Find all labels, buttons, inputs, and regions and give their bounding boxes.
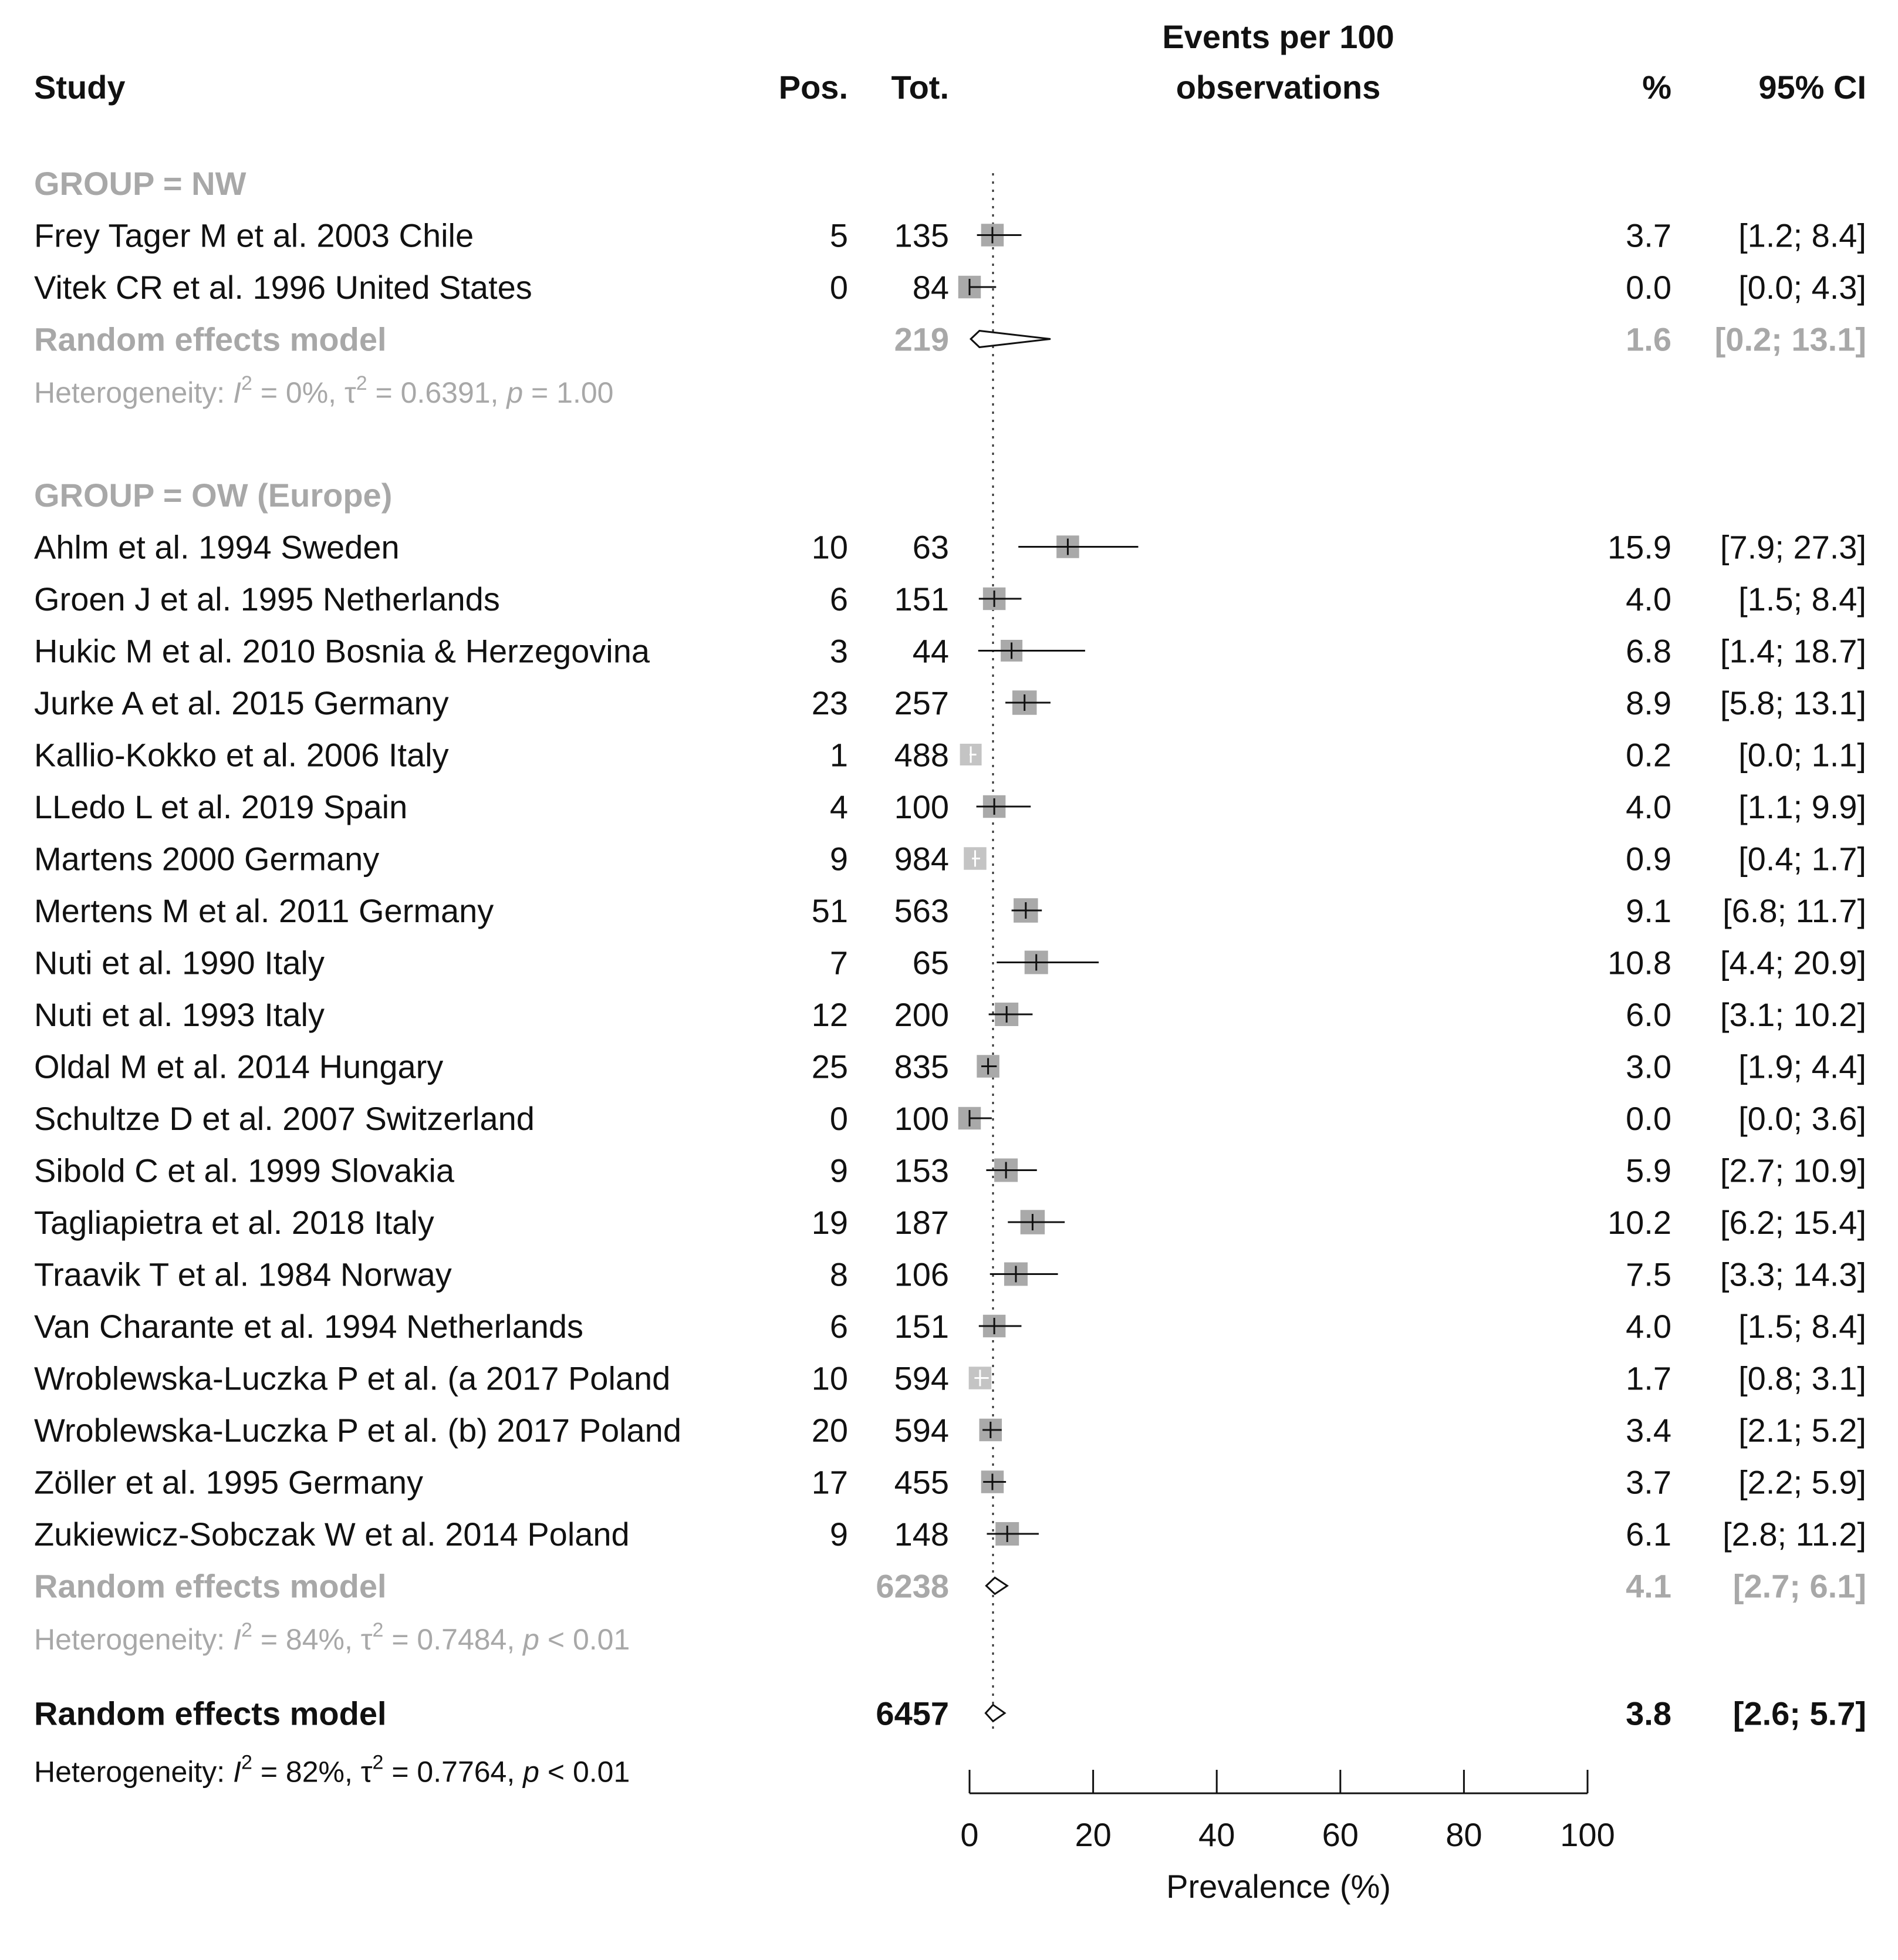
study-ci: [0.0; 1.1]	[1738, 736, 1866, 774]
study-name: Oldal M et al. 2014 Hungary	[34, 1048, 444, 1085]
study-row	[34, 1516, 1866, 1553]
study-pos: 7	[829, 944, 848, 981]
study-pos: 9	[829, 1152, 848, 1189]
study-ci: [1.2; 8.4]	[1738, 217, 1866, 254]
study-name: Vitek CR et al. 1996 United States	[34, 269, 532, 306]
study-ci: [5.8; 13.1]	[1720, 684, 1866, 721]
summary-diamond	[985, 1705, 1005, 1721]
study-estimate: 4.0	[1626, 1308, 1671, 1345]
study-row	[34, 1412, 1866, 1449]
study-pos: 6	[829, 581, 848, 618]
study-ci: [1.5; 8.4]	[1738, 1308, 1866, 1345]
study-row	[34, 217, 1866, 254]
study-tot: 151	[894, 581, 949, 618]
study-estimate: 10.8	[1607, 944, 1671, 981]
study-tot: 488	[894, 736, 949, 774]
study-pos: 25	[811, 1048, 848, 1085]
x-tick-label: 80	[1446, 1816, 1482, 1853]
study-pos: 17	[811, 1463, 848, 1501]
study-name: Mertens M et al. 2011 Germany	[34, 892, 494, 929]
study-tot: 200	[894, 996, 949, 1033]
header-pos: Pos.	[778, 69, 848, 106]
study-pos: 9	[829, 1516, 848, 1553]
study-tot: 100	[894, 1100, 949, 1137]
study-estimate: 6.0	[1626, 996, 1671, 1033]
study-estimate: 0.0	[1626, 269, 1671, 306]
study-tot: 148	[894, 1516, 949, 1553]
x-tick-label: 40	[1198, 1816, 1235, 1853]
summary-estimate: 4.1	[1626, 1567, 1671, 1605]
study-tot: 100	[894, 788, 949, 825]
study-pos: 20	[811, 1412, 848, 1449]
study-tot: 835	[894, 1048, 949, 1085]
study-name: Jurke A et al. 2015 Germany	[34, 684, 449, 721]
summary-label: Random effects model	[34, 1567, 387, 1605]
study-ci: [7.9; 27.3]	[1720, 528, 1866, 566]
study-rows	[34, 165, 1866, 1788]
study-pos: 19	[811, 1204, 848, 1241]
study-tot: 984	[894, 840, 949, 878]
study-estimate: 1.7	[1626, 1359, 1671, 1397]
study-ci: [0.0; 4.3]	[1738, 269, 1866, 306]
study-pos: 4	[829, 788, 848, 825]
study-row	[34, 1152, 1866, 1189]
study-pos: 8	[829, 1256, 848, 1293]
study-ci: [2.8; 11.2]	[1723, 1516, 1866, 1553]
study-ci: [6.8; 11.7]	[1723, 892, 1866, 929]
study-name: Groen J et al. 1995 Netherlands	[34, 581, 500, 618]
study-pos: 51	[811, 892, 848, 929]
study-estimate: 6.8	[1626, 632, 1671, 670]
x-axis	[960, 1770, 1615, 1905]
header-ci: 95% CI	[1758, 69, 1866, 106]
overall-summary-row	[34, 1695, 1866, 1732]
summary-ci: [2.7; 6.1]	[1732, 1567, 1866, 1605]
study-ci: [3.3; 14.3]	[1720, 1256, 1866, 1293]
study-name: Nuti et al. 1993 Italy	[34, 996, 325, 1033]
study-row	[34, 996, 1866, 1033]
study-tot: 84	[912, 269, 949, 306]
study-ci: [1.1; 9.9]	[1738, 788, 1866, 825]
study-name: Wroblewska-Luczka P et al. (a 2017 Poland	[34, 1359, 671, 1397]
study-name: Sibold C et al. 1999 Slovakia	[34, 1152, 454, 1189]
study-ci: [0.8; 3.1]	[1738, 1359, 1866, 1397]
overall-heterogeneity: Heterogeneity: $I^2 = 82\%$, $\tau^2 = 0.7764$, p < 0.01	[34, 1751, 630, 1789]
study-ci: [1.5; 8.4]	[1738, 581, 1866, 618]
study-row	[34, 581, 1866, 618]
study-row	[34, 1048, 1866, 1085]
study-name: Martens 2000 Germany	[34, 840, 380, 878]
study-tot: 455	[894, 1463, 949, 1501]
study-estimate: 5.9	[1626, 1152, 1671, 1189]
study-pos: 3	[829, 632, 848, 670]
study-row	[34, 841, 1866, 878]
study-name: Wroblewska-Luczka P et al. (b) 2017 Poland	[34, 1412, 681, 1449]
study-tot: 594	[894, 1412, 949, 1449]
x-tick-label: 0	[960, 1816, 979, 1853]
study-tot: 44	[912, 632, 949, 670]
study-pos: 9	[829, 840, 848, 878]
study-tot: 63	[912, 528, 949, 566]
study-estimate: 7.5	[1626, 1256, 1671, 1293]
study-estimate: 9.1	[1626, 892, 1671, 929]
study-name: Nuti et al. 1990 Italy	[34, 944, 325, 981]
study-ci: [2.7; 10.9]	[1720, 1152, 1866, 1189]
study-row	[34, 1256, 1866, 1293]
overall-estimate: 3.8	[1626, 1695, 1671, 1732]
study-row	[34, 1360, 1866, 1397]
study-estimate: 0.9	[1626, 840, 1671, 878]
study-row	[34, 1308, 1866, 1345]
summary-estimate: 1.6	[1626, 321, 1671, 358]
x-tick-label: 100	[1560, 1816, 1615, 1853]
study-row	[34, 529, 1866, 566]
summary-tot: 6238	[876, 1567, 949, 1605]
group-label: GROUP = NW	[34, 165, 246, 202]
study-estimate: 0.0	[1626, 1100, 1671, 1137]
study-tot: 187	[894, 1204, 949, 1241]
study-tot: 594	[894, 1359, 949, 1397]
study-tot: 257	[894, 684, 949, 721]
study-estimate: 3.7	[1626, 1463, 1671, 1501]
x-tick-label: 20	[1075, 1816, 1112, 1853]
study-estimate: 4.0	[1626, 581, 1671, 618]
study-pos: 5	[829, 217, 848, 254]
study-ci: [1.9; 4.4]	[1738, 1048, 1866, 1085]
group-summary-row	[34, 1568, 1866, 1605]
x-axis-title: Prevalence (%)	[1166, 1868, 1391, 1905]
study-tot: 153	[894, 1152, 949, 1189]
study-name: Van Charante et al. 1994 Netherlands	[34, 1308, 584, 1345]
study-row	[34, 944, 1866, 981]
study-row	[34, 633, 1866, 670]
group-summary-row	[34, 321, 1866, 358]
summary-tot: 219	[894, 321, 949, 358]
study-ci: [6.2; 15.4]	[1720, 1204, 1866, 1241]
header-study: Study	[34, 69, 126, 106]
group-heterogeneity: Heterogeneity: $I^2 = 84\%$, $\tau^2 = 0.7484$, p < 0.01	[34, 1619, 630, 1656]
study-pos: 12	[811, 996, 848, 1033]
study-estimate: 3.7	[1626, 217, 1671, 254]
study-row	[34, 788, 1866, 825]
study-estimate: 8.9	[1626, 684, 1671, 721]
study-pos: 10	[811, 1359, 848, 1397]
study-row	[34, 737, 1866, 774]
study-tot: 135	[894, 217, 949, 254]
summary-ci: [0.2; 13.1]	[1714, 321, 1866, 358]
study-estimate: 15.9	[1607, 528, 1671, 566]
study-tot: 563	[894, 892, 949, 929]
summary-diamond	[971, 331, 1051, 348]
study-row	[34, 1100, 1866, 1137]
study-ci: [4.4; 20.9]	[1720, 944, 1866, 981]
header-tot: Tot.	[891, 69, 949, 106]
study-pos: 6	[829, 1308, 848, 1345]
study-ci: [1.4; 18.7]	[1720, 632, 1866, 670]
x-tick-label: 60	[1322, 1816, 1359, 1853]
study-ci: [2.2; 5.9]	[1738, 1463, 1866, 1501]
study-estimate: 4.0	[1626, 788, 1671, 825]
study-name: Traavik T et al. 1984 Norway	[34, 1256, 452, 1293]
study-name: Kallio-Kokko et al. 2006 Italy	[34, 736, 449, 774]
header-plot-line1: Events per 100	[1162, 18, 1394, 55]
study-estimate: 6.1	[1626, 1516, 1671, 1553]
study-estimate: 0.2	[1626, 736, 1671, 774]
study-row	[34, 269, 1866, 306]
study-ci: [0.0; 3.6]	[1738, 1100, 1866, 1137]
study-name: Frey Tager M et al. 2003 Chile	[34, 217, 474, 254]
overall-ci: [2.6; 5.7]	[1732, 1695, 1866, 1732]
study-name: Zöller et al. 1995 Germany	[34, 1463, 423, 1501]
overall-label: Random effects model	[34, 1695, 387, 1732]
study-name: Ahlm et al. 1994 Sweden	[34, 528, 400, 566]
group-heterogeneity: Heterogeneity: $I^2 = 0\%$, $\tau^2 = 0.6391$, p = 1.00	[34, 372, 614, 409]
study-tot: 151	[894, 1308, 949, 1345]
study-tot: 106	[894, 1256, 949, 1293]
study-pos: 10	[811, 528, 848, 566]
overall-tot: 6457	[876, 1695, 949, 1732]
study-ci: [0.4; 1.7]	[1738, 840, 1866, 878]
study-name: Zukiewicz-Sobczak W et al. 2014 Poland	[34, 1516, 630, 1553]
study-row	[34, 892, 1866, 929]
study-pos: 1	[829, 736, 848, 774]
study-estimate: 3.0	[1626, 1048, 1671, 1085]
study-tot: 65	[912, 944, 949, 981]
study-ci: [2.1; 5.2]	[1738, 1412, 1866, 1449]
study-estimate: 3.4	[1626, 1412, 1671, 1449]
study-pos: 0	[829, 1100, 848, 1137]
study-pos: 23	[811, 684, 848, 721]
study-row	[34, 1464, 1866, 1501]
study-ci: [3.1; 10.2]	[1720, 996, 1866, 1033]
study-name: Hukic M et al. 2010 Bosnia & Herzegovina	[34, 632, 650, 670]
study-pos: 0	[829, 269, 848, 306]
header-weight: %	[1642, 69, 1671, 106]
study-name: Schultze D et al. 2007 Switzerland	[34, 1100, 535, 1137]
study-estimate: 10.2	[1607, 1204, 1671, 1241]
summary-diamond	[986, 1578, 1007, 1594]
study-name: Tagliapietra et al. 2018 Italy	[34, 1204, 434, 1241]
summary-label: Random effects model	[34, 321, 387, 358]
header-plot-line2: observations	[1176, 69, 1381, 106]
group-label: GROUP = OW (Europe)	[34, 477, 393, 514]
study-row	[34, 684, 1866, 721]
study-name: LLedo L et al. 2019 Spain	[34, 788, 408, 825]
table-header	[34, 18, 1866, 106]
study-row	[34, 1204, 1866, 1241]
